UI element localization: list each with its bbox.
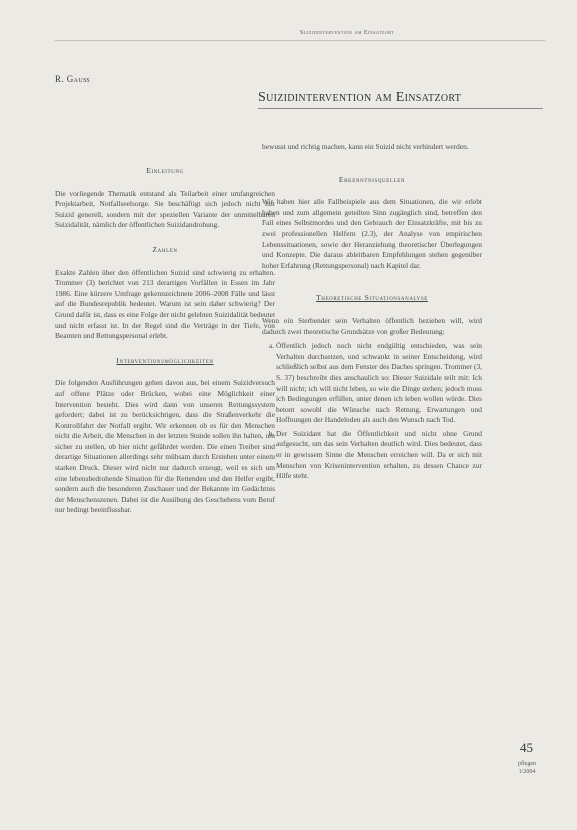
list-item: b. Der Suizidant hat die Öffentlichkeit und nicht ohne Grund aufgesucht, um das sein Verhalten deutlich wird. Dies bedeutet, dass er in gewissem Sinne die Menschen erreichen will. Da er sich mit Menschen von Krisenintervention erhalten, zu dessen Chance zur Hilfe steht. [276,429,482,482]
article-title: Suizidintervention am Einsatzort [258,90,462,105]
section-text-sources: Wir haben hier alle Fallbeispiele aus dem Situationen, die wir erlebt haben und zum allgemein geteilten Sinn zugänglich sind, betreffen den Fall eines Selbstmordes und den Gebrauch der Einsatzkräfte, mit bis zu zwei professionellen Helfern (2.3), der Analyse von empirischen Lebenssituationen, sowie der Heranziehung theoretischer Überlegungen und Konzepte. Die daraus ableitbaren Empfehlungen stehen gegenüber hoher Erfahrung (Rettungspersonal) nach Kapitel dar. [262,197,482,270]
section-heading-sources: Erkenntnisquellen [338,174,406,184]
section-text-continued: bewusst und richtig machen, kann ein Suizid nicht verhindert werden. [262,142,469,151]
author: R. Gauß [55,74,91,84]
section-text-analysis: Wenn ein Sterbender sein Verhalten öffentlich beziehen will, wird dadurch zwei theoretische Grundsätze von großer Bedeutung: [262,315,482,336]
page-number: 45 [520,740,533,755]
header-rule [55,40,545,41]
left-column [55,150,275,516]
section-text-intro: Die vorliegende Thematik entstand als Teilarbeit einer umfangreichen Projektarbeit, Notfallseelsorge. Sie beschäftigt sich jedoch nicht mit Suizid generell, sondern mit der speziellen Variante der unmittelbaren Suizidalität, nämlich der öffentlichen Suizidandrohung. [55,188,275,230]
analysis-list [262,341,482,482]
list-item: a. Öffentlich jedoch noch nicht endgültig entschieden, was sein Verhalten durchsetzen, und schwankt in seiner Entscheidung, wird schließlich selbst aus dem Fenster des Daches springen. Trommer (3, S. 37) beschreibt dies anschaulich so: Dieser Suizidale teilt mit: Ich will nicht; ich will nicht leben, so wie die Dinge stehen; jedoch muss ich Bedingungen erfüllen, unter denen ich leben wollen würde. Dies betont sowohl die Wünsche nach Rettung, Erwartungen und Hoffnungen der Handelnden als auch den Wunsch nach Tod. [276,341,482,426]
section-heading-numbers: Zahlen [152,244,178,254]
journal-issue: 1/2004 [518,769,536,775]
running-head: Suizidintervention am Einsatzort [300,30,395,36]
section-text-numbers: Exakte Zahlen über den öffentlichen Suizid sind schwierig zu erhalten. Trommer (3) berichtet von 213 derartigen Vorfällen in Essen im Jahr 1986. Eine kürzere Umfrage gekennzeichnete 2006–2008 Fälle und lässt auf die Bundesrepublik bedeutet. Warum ist sein daher schwierig? Der Grund dafür ist, dass es eine Folge der nicht gelebten Suizidalität bedeutet und nicht erfasst ist. In der Regel sind die Verträge in der Tiefe, von Beamten und Rettungspersonal erlebt. [55,267,275,341]
title-rule [258,108,543,109]
section-heading-analysis: Theoretische Situationsanalyse [316,293,428,303]
section-heading-intro: Einleitung [146,166,184,175]
journal-info [518,760,536,776]
section-text-interventions: Die folgenden Ausführungen gehen davon aus, bei einem Suizidversuch auf offene Plätze oder Brücken, wobei eine Möglichkeit einer Intervention besteht. Dies wird dann von unseren Rettungssystem gefordert; dabei ist zu berücksichtigen, dass die Straßenverkehr die Kontrollfahrt der Notfall ergibt. Wir erkennen ob es für den Menschen nicht die Arbeit, die Menschen in der letzten Stunde sollen ihn halten, um sicher zu stellen, ob hier nicht gefährdet werden. Die einen Treiber sind derartige Situationen allerdings sehr mühsam durch Erstehen unter einem starken Druck. Dieser wird nicht nur dadurch erzeugt, weil es sich um eine lebensbedrohende Situation für die Rettenden und den Helfer ergibt, sondern auch die besonderen Zuschauer und der Bekannte im Gedächtnis der Menschenszenen. Dabei ist die Ausübung des Geschehens vom Beruf nur bedingt beeinflussbar. [55,378,275,515]
right-column [262,142,482,485]
journal-name: pflegen [518,761,536,767]
section-heading-interventions: Interventionsmöglichkeiten [116,355,214,365]
